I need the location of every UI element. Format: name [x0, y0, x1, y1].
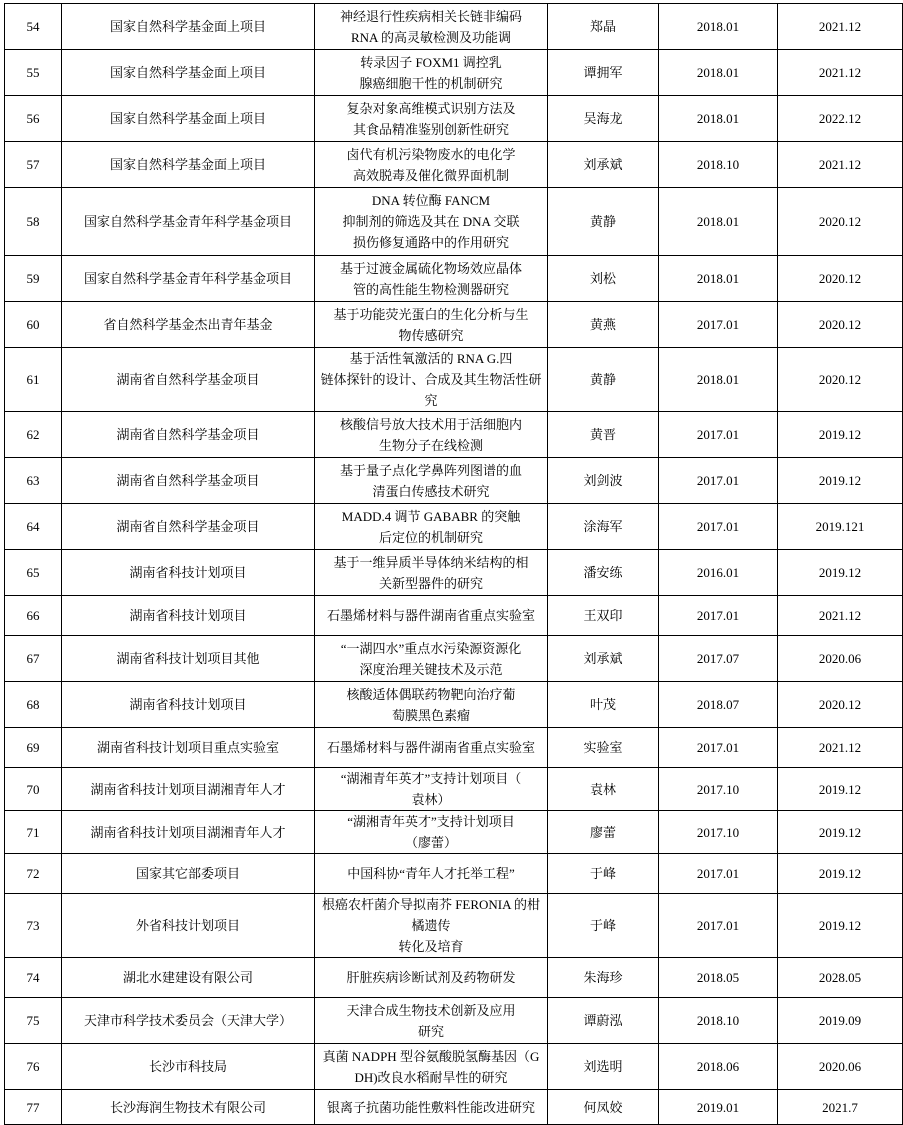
row-number: 56 [5, 96, 62, 142]
table-row [5, 96, 903, 142]
start-date: 2018.05 [659, 958, 778, 998]
project-leader: 刘承斌 [548, 636, 659, 682]
funding-source: 湖南省自然科学基金项目 [62, 504, 315, 550]
project-name: “湖湘青年英才”支持计划项目（ 袁林） [315, 768, 548, 811]
end-date: 2019.12 [778, 811, 903, 854]
project-leader: 黄静 [548, 188, 659, 256]
project-name: 基于一维异质半导体纳米结构的相 关新型器件的研究 [315, 550, 548, 596]
end-date: 2021.12 [778, 50, 903, 96]
row-number: 74 [5, 958, 62, 998]
project-name: 神经退行性疾病相关长链非编码 RNA 的高灵敏检测及功能调 [315, 4, 548, 50]
end-date: 2020.12 [778, 348, 903, 412]
project-leader: 黄静 [548, 348, 659, 412]
row-number: 61 [5, 348, 62, 412]
project-name: 复杂对象高维模式识别方法及 其食品精准鉴别创新性研究 [315, 96, 548, 142]
table-row [5, 348, 903, 412]
start-date: 2018.01 [659, 188, 778, 256]
project-name: “一湖四水”重点水污染源资源化 深度治理关键技术及示范 [315, 636, 548, 682]
project-leader: 袁林 [548, 768, 659, 811]
project-leader: 刘选明 [548, 1044, 659, 1090]
end-date: 2020.06 [778, 1044, 903, 1090]
start-date: 2017.01 [659, 458, 778, 504]
start-date: 2016.01 [659, 550, 778, 596]
end-date: 2020.12 [778, 302, 903, 348]
project-name: 基于活性氧激活的 RNA G.四 链体探针的设计、合成及其生物活性研究 [315, 348, 548, 412]
start-date: 2017.10 [659, 811, 778, 854]
end-date: 2019.12 [778, 854, 903, 894]
funding-source: 湖南省自然科学基金项目 [62, 348, 315, 412]
start-date: 2017.01 [659, 854, 778, 894]
table-row [5, 682, 903, 728]
project-name: MADD.4 调节 GABABR 的突触 后定位的机制研究 [315, 504, 548, 550]
start-date: 2018.06 [659, 1044, 778, 1090]
row-number: 58 [5, 188, 62, 256]
start-date: 2018.01 [659, 256, 778, 302]
funding-source: 国家自然科学基金面上项目 [62, 96, 315, 142]
end-date: 2021.12 [778, 596, 903, 636]
row-number: 68 [5, 682, 62, 728]
project-name: 天津合成生物技术创新及应用 研究 [315, 998, 548, 1044]
funding-source: 国家自然科学基金青年科学基金项目 [62, 256, 315, 302]
funding-source: 国家自然科学基金青年科学基金项目 [62, 188, 315, 256]
project-leader: 黄晋 [548, 412, 659, 458]
project-leader: 实验室 [548, 728, 659, 768]
project-leader: 王双印 [548, 596, 659, 636]
funding-source: 湖南省科技计划项目其他 [62, 636, 315, 682]
project-name: 转录因子 FOXM1 调控乳 腺癌细胞干性的机制研究 [315, 50, 548, 96]
row-number: 76 [5, 1044, 62, 1090]
end-date: 2021.7 [778, 1090, 903, 1125]
funding-source: 国家自然科学基金面上项目 [62, 142, 315, 188]
start-date: 2017.01 [659, 504, 778, 550]
start-date: 2017.01 [659, 412, 778, 458]
project-name: 基于量子点化学鼻阵列图谱的血 清蛋白传感技术研究 [315, 458, 548, 504]
end-date: 2019.09 [778, 998, 903, 1044]
row-number: 72 [5, 854, 62, 894]
project-name: 卤代有机污染物废水的电化学 高效脱毒及催化微界面机制 [315, 142, 548, 188]
project-name: “湖湘青年英才”支持计划项目 （廖蕾） [315, 811, 548, 854]
row-number: 66 [5, 596, 62, 636]
funding-source: 天津市科学技术委员会（天津大学） [62, 998, 315, 1044]
funding-source: 国家自然科学基金面上项目 [62, 4, 315, 50]
project-leader: 朱海珍 [548, 958, 659, 998]
end-date: 2019.12 [778, 768, 903, 811]
end-date: 2028.05 [778, 958, 903, 998]
funding-source: 湖南省科技计划项目湖湘青年人才 [62, 811, 315, 854]
project-leader: 谭拥军 [548, 50, 659, 96]
project-leader: 涂海军 [548, 504, 659, 550]
table-row [5, 412, 903, 458]
table-row [5, 504, 903, 550]
funding-source: 湖南省科技计划项目重点实验室 [62, 728, 315, 768]
start-date: 2017.01 [659, 596, 778, 636]
project-leader: 郑晶 [548, 4, 659, 50]
funding-source: 湖南省自然科学基金项目 [62, 412, 315, 458]
start-date: 2017.10 [659, 768, 778, 811]
end-date: 2020.12 [778, 682, 903, 728]
row-number: 59 [5, 256, 62, 302]
project-leader: 于峰 [548, 854, 659, 894]
project-name: 核酸适体偶联药物靶向治疗葡 萄膜黑色素瘤 [315, 682, 548, 728]
funding-source: 国家自然科学基金面上项目 [62, 50, 315, 96]
project-name: 银离子抗菌功能性敷料性能改进研究 [315, 1090, 548, 1125]
table-row [5, 854, 903, 894]
table-row [5, 728, 903, 768]
table-row [5, 142, 903, 188]
end-date: 2019.12 [778, 412, 903, 458]
project-leader: 刘松 [548, 256, 659, 302]
start-date: 2017.07 [659, 636, 778, 682]
table-body [5, 4, 903, 1125]
start-date: 2017.01 [659, 728, 778, 768]
row-number: 75 [5, 998, 62, 1044]
table-row [5, 958, 903, 998]
end-date: 2019.12 [778, 458, 903, 504]
table-row [5, 596, 903, 636]
table-row [5, 50, 903, 96]
end-date: 2019.12 [778, 894, 903, 958]
table-row [5, 1044, 903, 1090]
table-row [5, 894, 903, 958]
funding-source: 长沙市科技局 [62, 1044, 315, 1090]
end-date: 2019.12 [778, 550, 903, 596]
table-row [5, 636, 903, 682]
project-name: 石墨烯材料与器件湖南省重点实验室 [315, 728, 548, 768]
project-name: 基于功能荧光蛋白的生化分析与生 物传感研究 [315, 302, 548, 348]
start-date: 2018.07 [659, 682, 778, 728]
end-date: 2020.06 [778, 636, 903, 682]
table-row [5, 256, 903, 302]
start-date: 2018.10 [659, 998, 778, 1044]
end-date: 2019.121 [778, 504, 903, 550]
end-date: 2022.12 [778, 96, 903, 142]
end-date: 2020.12 [778, 256, 903, 302]
project-name: DNA 转位酶 FANCM 抑制剂的筛选及其在 DNA 交联 损伤修复通路中的作用研究 [315, 188, 548, 256]
row-number: 63 [5, 458, 62, 504]
funding-source: 国家其它部委项目 [62, 854, 315, 894]
funding-source: 湖南省自然科学基金项目 [62, 458, 315, 504]
project-name: 核酸信号放大技术用于活细胞内 生物分子在线检测 [315, 412, 548, 458]
row-number: 55 [5, 50, 62, 96]
row-number: 69 [5, 728, 62, 768]
end-date: 2020.12 [778, 188, 903, 256]
start-date: 2018.01 [659, 348, 778, 412]
funding-source: 省自然科学基金杰出青年基金 [62, 302, 315, 348]
project-leader: 吴海龙 [548, 96, 659, 142]
row-number: 57 [5, 142, 62, 188]
project-table [4, 3, 903, 1125]
funding-source: 湖北水建建设有限公司 [62, 958, 315, 998]
funding-source: 湖南省科技计划项目湖湘青年人才 [62, 768, 315, 811]
row-number: 71 [5, 811, 62, 854]
project-name: 肝脏疾病诊断试剂及药物研发 [315, 958, 548, 998]
table-row [5, 768, 903, 811]
project-leader: 叶茂 [548, 682, 659, 728]
end-date: 2021.12 [778, 728, 903, 768]
table-row [5, 998, 903, 1044]
project-name: 中国科协“青年人才托举工程” [315, 854, 548, 894]
funding-source: 湖南省科技计划项目 [62, 550, 315, 596]
row-number: 60 [5, 302, 62, 348]
funding-source: 长沙海润生物技术有限公司 [62, 1090, 315, 1125]
row-number: 64 [5, 504, 62, 550]
row-number: 73 [5, 894, 62, 958]
project-leader: 潘安练 [548, 550, 659, 596]
table-row [5, 550, 903, 596]
start-date: 2018.01 [659, 96, 778, 142]
start-date: 2019.01 [659, 1090, 778, 1125]
row-number: 67 [5, 636, 62, 682]
project-leader: 黄燕 [548, 302, 659, 348]
end-date: 2021.12 [778, 4, 903, 50]
project-leader: 刘剑波 [548, 458, 659, 504]
start-date: 2017.01 [659, 302, 778, 348]
row-number: 70 [5, 768, 62, 811]
project-leader: 何凤姣 [548, 1090, 659, 1125]
row-number: 77 [5, 1090, 62, 1125]
table-row [5, 811, 903, 854]
project-name: 真菌 NADPH 型谷氨酸脱氢酶基因（G DH)改良水稻耐旱性的研究 [315, 1044, 548, 1090]
project-leader: 谭蔚泓 [548, 998, 659, 1044]
end-date: 2021.12 [778, 142, 903, 188]
project-name: 根癌农杆菌介导拟南芥 FERONIA 的柑橘遗传 转化及培育 [315, 894, 548, 958]
start-date: 2018.01 [659, 4, 778, 50]
row-number: 65 [5, 550, 62, 596]
start-date: 2018.01 [659, 50, 778, 96]
project-name: 石墨烯材料与器件湖南省重点实验室 [315, 596, 548, 636]
funding-source: 外省科技计划项目 [62, 894, 315, 958]
table-row [5, 302, 903, 348]
start-date: 2018.10 [659, 142, 778, 188]
row-number: 54 [5, 4, 62, 50]
funding-source: 湖南省科技计划项目 [62, 596, 315, 636]
project-leader: 刘承斌 [548, 142, 659, 188]
start-date: 2017.01 [659, 894, 778, 958]
funding-source: 湖南省科技计划项目 [62, 682, 315, 728]
project-leader: 廖蕾 [548, 811, 659, 854]
project-leader: 于峰 [548, 894, 659, 958]
table-row [5, 188, 903, 256]
project-name: 基于过渡金属硫化物场效应晶体 管的高性能生物检测器研究 [315, 256, 548, 302]
table-row [5, 1090, 903, 1125]
table-row [5, 4, 903, 50]
row-number: 62 [5, 412, 62, 458]
table-row [5, 458, 903, 504]
